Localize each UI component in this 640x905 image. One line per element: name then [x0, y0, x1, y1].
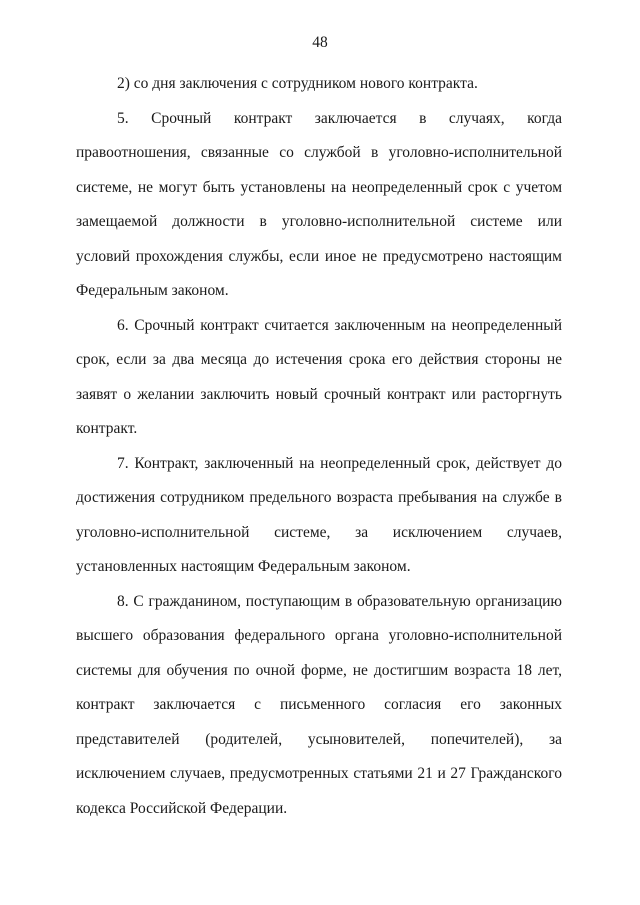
paragraph-contract-new: 2) со дня заключения с сотрудником нового контракта.: [117, 75, 478, 92]
page-number: 48: [312, 34, 328, 51]
paragraph-7: 7. Контракт, заключенный на неопределенный срок, действует до достижения сотрудником предельного возраста пребывания на службе в уголовно-исполнительной системе, за исключением случаев, установленных настоящим Федеральным законом.: [76, 454, 562, 575]
paragraph-5: 5. Срочный контракт заключается в случаях, когда правоотношения, связанные со службой в уголовно-исполнительной системе, не могут быть установлены на неопределенный срок с учетом замещаемой должности в уголовно-исполнительной системе или условий прохождения службы, если иное не предусмотрено настоящим Федеральным законом.: [76, 109, 562, 299]
paragraph-8: 8. С гражданином, поступающим в образовательную организацию высшего образования федерального органа уголовно-исполнительной системы для обучения по очной форме, не достигшим возраста 18 лет, контракт заключается с письменного согласия его законных представителей (родителей, усыновителей, попечителей), за исключением случаев, предусмотренных статьями 21 и 27 Гражданского кодекса Российской Федерации.: [76, 592, 562, 817]
document-body: [76, 67, 562, 826]
paragraph-6: 6. Срочный контракт считается заключенным на неопределенный срок, если за два месяца до истечения срока его действия стороны не заявят о желании заключить новый срочный контракт или расторгнуть контракт.: [76, 316, 562, 437]
